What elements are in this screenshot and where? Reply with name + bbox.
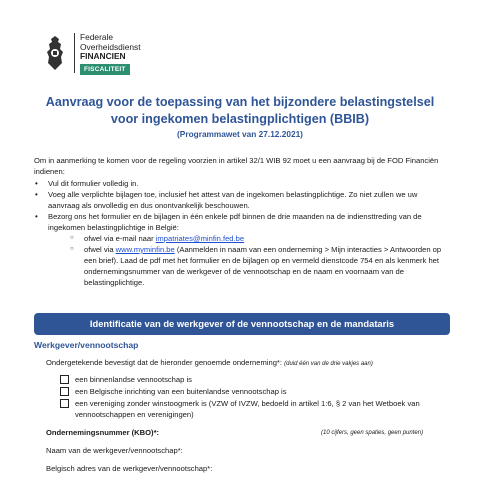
fiscaliteit-badge: FISCALITEIT <box>80 64 130 76</box>
sub-list-item-email <box>48 233 450 244</box>
checkbox-belgian-establishment[interactable] <box>60 387 69 396</box>
belgian-crest-icon <box>40 33 70 73</box>
option-label: een binnenlandse vennootschap is <box>75 375 192 384</box>
option-label: een Belgische inrichting van een buitenlandse vennootschap is <box>75 387 287 396</box>
section-header: Identificatie van de werkgever of de vennootschap en de mandataris <box>34 313 450 335</box>
confirm-note: (duid één van de drie vakjes aan) <box>284 361 373 367</box>
option-label: een vereniging zonder winstoogmerk is (VZW of IVZW, bedoeld in artikel 1:6, § 2 van het Wetboek van vennootschappen en verenigingen) <box>75 399 420 419</box>
option-nonprofit <box>60 398 450 420</box>
document-title <box>20 94 460 128</box>
kbo-label: Ondernemingsnummer (KBO)*: <box>46 428 160 437</box>
document-subtitle: (Programmawet van 27.12.2021) <box>177 129 303 139</box>
organisation-name <box>80 33 141 75</box>
logo-divider <box>74 33 75 73</box>
section-subtitle: Werkgever/vennootschap <box>34 340 139 350</box>
web-suffix: (Aanmelden in naam van een onderneming > Mijn interacties > Antwoorden op een brief). Laad de pdf met het formulier en de bijlagen op en vermeld dienstcode 754 en als kenmerk het ondernemingsnummer van de werkgever of de vennootschap en de naam en voornaam van de belastingplichtige. <box>84 245 442 287</box>
option-domestic-company <box>60 374 450 385</box>
org-line-3: FINANCIEN <box>80 51 126 61</box>
employer-name-label: Naam van de werkgever/vennootschap*: <box>46 446 183 455</box>
sub-list-item-web <box>48 244 450 288</box>
bullet-text: Bezorg ons het formulier en de bijlagen in één enkele pdf binnen de drie maanden na de indiensttreding van de ingekomen belastingplichtige in België: <box>48 212 422 232</box>
submission-options <box>48 233 450 288</box>
org-line-1: Federale <box>80 32 114 42</box>
list-item <box>34 211 450 288</box>
myminfin-link[interactable]: www.myminfin.be <box>115 245 175 254</box>
org-line-2: Overheidsdienst <box>80 41 141 52</box>
checkbox-nonprofit[interactable] <box>60 399 69 408</box>
option-belgian-establishment <box>60 386 450 397</box>
employer-address-label: Belgisch adres van de werkgever/vennootschap*: <box>46 464 213 473</box>
email-prefix: ofwel via e-mail naar <box>84 234 156 243</box>
email-link[interactable]: impatriates@minfin.fed.be <box>155 234 245 243</box>
list-item <box>34 178 450 189</box>
bullet-text: Vul dit formulier volledig in. <box>48 179 139 188</box>
intro-paragraph: Om in aanmerking te komen voor de regeling voorzien in artikel 32/1 WIB 92 moet u een aanvraag bij de FOD Financiën indienen: <box>34 156 439 176</box>
logo-block <box>40 33 141 75</box>
instruction-list <box>34 178 450 288</box>
kbo-note: (10 cijfers, geen spaties, geen punten) <box>321 430 424 436</box>
checkbox-domestic-company[interactable] <box>60 375 69 384</box>
title-line-2: voor ingekomen belastingplichtigen (BBIB) <box>110 112 370 126</box>
confirm-statement <box>46 357 373 370</box>
web-prefix: ofwel via <box>84 245 116 254</box>
title-line-1: Aanvraag voor de toepassing van het bijzondere belastingstelsel <box>45 95 435 109</box>
confirm-text: Ondergetekende bevestigt dat de hieronder genoemde onderneming*: <box>46 358 282 367</box>
bullet-text: Voeg alle verplichte bijlagen toe, inclusief het attest van de ingekomen belastingplichtige. Zo niet zullen we uw aanvraag als onvolledig en dus onontvankelijk beschouwen. <box>48 190 418 210</box>
list-item <box>34 189 450 211</box>
